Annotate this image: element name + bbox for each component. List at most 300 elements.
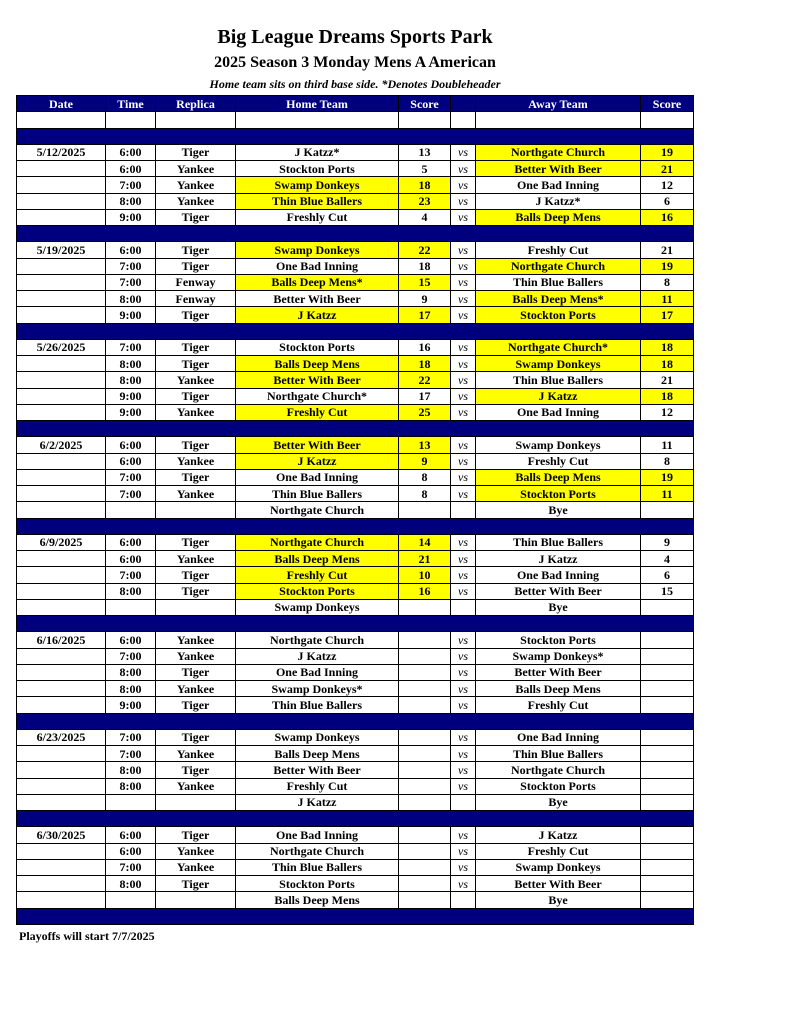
column-header-replica: Replica — [156, 96, 236, 112]
home-score-cell: 18 — [399, 356, 451, 372]
vs-cell: vs — [451, 827, 476, 843]
date-cell: 6/30/2025 — [17, 827, 106, 843]
column-header-home-score: Score — [399, 96, 451, 112]
away-score-cell: 17 — [641, 307, 694, 323]
home-score-cell — [399, 681, 451, 697]
time-cell: 6:00 — [106, 632, 156, 648]
separator-bar — [17, 713, 694, 729]
vs-cell: vs — [451, 697, 476, 713]
home-score-cell — [399, 762, 451, 778]
date-cell — [17, 583, 106, 599]
date-cell — [17, 453, 106, 469]
away-team-cell: J Katzz* — [476, 193, 641, 209]
table-row — [17, 681, 694, 697]
away-score-cell — [641, 632, 694, 648]
table-row — [17, 729, 694, 745]
date-cell — [17, 567, 106, 583]
table-row — [17, 746, 694, 762]
away-score-cell — [641, 778, 694, 794]
replica-cell — [156, 892, 236, 908]
home-score-cell — [399, 648, 451, 664]
home-team-cell: Better With Beer — [236, 291, 399, 307]
table-row — [17, 291, 694, 307]
home-team-cell: Freshly Cut — [236, 778, 399, 794]
away-score-cell: 21 — [641, 242, 694, 258]
table-row — [17, 551, 694, 567]
away-score-cell — [641, 746, 694, 762]
away-team-cell: Freshly Cut — [476, 242, 641, 258]
replica-cell: Yankee — [156, 161, 236, 177]
separator-bar — [17, 616, 694, 632]
time-cell: 8:00 — [106, 664, 156, 680]
column-header-away-team: Away Team — [476, 96, 641, 112]
table-row — [17, 144, 694, 160]
home-team-cell: Swamp Donkeys — [236, 177, 399, 193]
vs-cell — [451, 794, 476, 810]
home-score-cell: 18 — [399, 258, 451, 274]
date-cell — [17, 892, 106, 908]
vs-cell: vs — [451, 437, 476, 453]
away-team-cell: Northgate Church — [476, 762, 641, 778]
vs-cell: vs — [451, 144, 476, 160]
time-cell: 7:00 — [106, 859, 156, 875]
replica-cell: Tiger — [156, 356, 236, 372]
vs-cell: vs — [451, 161, 476, 177]
table-row — [17, 843, 694, 859]
away-score-cell: 12 — [641, 404, 694, 420]
home-team-cell: Swamp Donkeys — [236, 729, 399, 745]
time-cell: 6:00 — [106, 843, 156, 859]
home-score-cell: 5 — [399, 161, 451, 177]
away-score-cell — [641, 843, 694, 859]
home-team-cell: Thin Blue Ballers — [236, 859, 399, 875]
schedule-table — [16, 95, 694, 925]
time-cell: 9:00 — [106, 388, 156, 404]
time-cell: 6:00 — [106, 551, 156, 567]
replica-cell: Tiger — [156, 664, 236, 680]
time-cell: 8:00 — [106, 762, 156, 778]
time-cell: 9:00 — [106, 404, 156, 420]
empty-cell — [399, 112, 451, 128]
home-team-cell: One Bad Inning — [236, 664, 399, 680]
date-cell — [17, 469, 106, 485]
vs-cell: vs — [451, 291, 476, 307]
home-team-cell: Stockton Ports — [236, 339, 399, 355]
time-cell: 8:00 — [106, 193, 156, 209]
vs-cell: vs — [451, 746, 476, 762]
time-cell — [106, 794, 156, 810]
away-score-cell — [641, 697, 694, 713]
home-score-cell — [399, 859, 451, 875]
away-team-cell: Bye — [476, 794, 641, 810]
home-score-cell: 17 — [399, 307, 451, 323]
home-score-cell: 14 — [399, 534, 451, 550]
home-team-cell: Thin Blue Ballers — [236, 486, 399, 502]
home-team-cell: Freshly Cut — [236, 567, 399, 583]
home-team-cell: Stockton Ports — [236, 876, 399, 892]
away-team-cell: J Katzz — [476, 827, 641, 843]
home-team-cell: Northgate Church — [236, 502, 399, 518]
home-score-cell: 16 — [399, 339, 451, 355]
time-cell: 7:00 — [106, 274, 156, 290]
date-cell — [17, 551, 106, 567]
replica-cell: Yankee — [156, 453, 236, 469]
table-row — [17, 437, 694, 453]
home-team-cell: Northgate Church — [236, 843, 399, 859]
away-score-cell — [641, 681, 694, 697]
empty-cell — [106, 112, 156, 128]
empty-cell — [451, 112, 476, 128]
home-score-cell — [399, 502, 451, 518]
week-separator — [17, 713, 694, 729]
home-team-cell: One Bad Inning — [236, 469, 399, 485]
table-row — [17, 534, 694, 550]
table-row — [17, 876, 694, 892]
away-score-cell: 9 — [641, 534, 694, 550]
replica-cell: Tiger — [156, 339, 236, 355]
home-score-cell — [399, 697, 451, 713]
replica-cell: Tiger — [156, 242, 236, 258]
away-team-cell: Swamp Donkeys — [476, 356, 641, 372]
date-cell — [17, 372, 106, 388]
date-cell — [17, 388, 106, 404]
vs-cell — [451, 502, 476, 518]
table-row — [17, 209, 694, 225]
home-score-cell: 15 — [399, 274, 451, 290]
replica-cell — [156, 599, 236, 615]
home-team-cell: Better With Beer — [236, 437, 399, 453]
vs-cell: vs — [451, 388, 476, 404]
home-score-cell — [399, 729, 451, 745]
away-team-cell: Balls Deep Mens — [476, 469, 641, 485]
replica-cell: Tiger — [156, 388, 236, 404]
separator-bar — [17, 128, 694, 144]
replica-cell — [156, 502, 236, 518]
vs-cell: vs — [451, 729, 476, 745]
empty-cell — [641, 112, 694, 128]
table-row — [17, 599, 694, 615]
empty-cell — [17, 112, 106, 128]
vs-cell: vs — [451, 778, 476, 794]
table-row — [17, 339, 694, 355]
away-team-cell: One Bad Inning — [476, 404, 641, 420]
column-header-away-score: Score — [641, 96, 694, 112]
away-team-cell: Better With Beer — [476, 664, 641, 680]
time-cell: 7:00 — [106, 339, 156, 355]
table-row — [17, 892, 694, 908]
home-score-cell — [399, 632, 451, 648]
time-cell: 6:00 — [106, 437, 156, 453]
column-header-home-team: Home Team — [236, 96, 399, 112]
time-cell: 9:00 — [106, 307, 156, 323]
empty-cell — [476, 112, 641, 128]
home-score-cell: 8 — [399, 486, 451, 502]
time-cell: 8:00 — [106, 372, 156, 388]
away-team-cell: Northgate Church — [476, 258, 641, 274]
home-team-cell: Stockton Ports — [236, 161, 399, 177]
home-team-cell: Better With Beer — [236, 762, 399, 778]
replica-cell: Tiger — [156, 209, 236, 225]
home-team-cell: Thin Blue Ballers — [236, 193, 399, 209]
page-subtitle: 2025 Season 3 Monday Mens A American — [214, 54, 496, 71]
vs-cell: vs — [451, 859, 476, 875]
column-header-time: Time — [106, 96, 156, 112]
home-team-cell: Northgate Church — [236, 534, 399, 550]
home-score-cell — [399, 892, 451, 908]
date-cell — [17, 762, 106, 778]
date-cell — [17, 258, 106, 274]
date-cell — [17, 876, 106, 892]
away-team-cell: Freshly Cut — [476, 843, 641, 859]
home-score-cell: 9 — [399, 453, 451, 469]
date-cell: 6/16/2025 — [17, 632, 106, 648]
date-cell: 5/19/2025 — [17, 242, 106, 258]
vs-cell: vs — [451, 843, 476, 859]
home-team-cell: Stockton Ports — [236, 583, 399, 599]
table-row — [17, 177, 694, 193]
away-score-cell — [641, 876, 694, 892]
away-score-cell: 19 — [641, 258, 694, 274]
home-score-cell: 10 — [399, 567, 451, 583]
schedule-body — [17, 112, 694, 925]
time-cell: 6:00 — [106, 144, 156, 160]
away-score-cell: 16 — [641, 209, 694, 225]
table-header-row — [17, 96, 694, 112]
away-score-cell: 18 — [641, 388, 694, 404]
away-team-cell: J Katzz — [476, 551, 641, 567]
home-team-cell: J Katzz — [236, 453, 399, 469]
home-team-cell: J Katzz* — [236, 144, 399, 160]
away-team-cell: Swamp Donkeys — [476, 437, 641, 453]
away-score-cell — [641, 892, 694, 908]
away-score-cell: 6 — [641, 193, 694, 209]
away-score-cell — [641, 827, 694, 843]
date-cell — [17, 404, 106, 420]
home-score-cell: 23 — [399, 193, 451, 209]
table-row — [17, 193, 694, 209]
away-score-cell — [641, 729, 694, 745]
away-team-cell: Bye — [476, 502, 641, 518]
vs-cell: vs — [451, 177, 476, 193]
away-team-cell: Stockton Ports — [476, 307, 641, 323]
replica-cell: Yankee — [156, 843, 236, 859]
home-team-cell: One Bad Inning — [236, 827, 399, 843]
away-team-cell: Thin Blue Ballers — [476, 372, 641, 388]
time-cell: 7:00 — [106, 469, 156, 485]
away-team-cell: One Bad Inning — [476, 177, 641, 193]
date-cell — [17, 502, 106, 518]
away-score-cell: 4 — [641, 551, 694, 567]
replica-cell: Yankee — [156, 193, 236, 209]
away-score-cell: 11 — [641, 486, 694, 502]
vs-cell: vs — [451, 274, 476, 290]
home-team-cell: Swamp Donkeys — [236, 599, 399, 615]
replica-cell: Tiger — [156, 144, 236, 160]
away-team-cell: Balls Deep Mens — [476, 681, 641, 697]
date-cell — [17, 859, 106, 875]
table-row — [17, 469, 694, 485]
home-team-cell: Balls Deep Mens — [236, 746, 399, 762]
replica-cell: Yankee — [156, 681, 236, 697]
table-row — [17, 664, 694, 680]
replica-cell: Yankee — [156, 746, 236, 762]
away-score-cell: 18 — [641, 356, 694, 372]
date-cell — [17, 778, 106, 794]
home-score-cell: 18 — [399, 177, 451, 193]
vs-cell: vs — [451, 664, 476, 680]
home-team-cell: One Bad Inning — [236, 258, 399, 274]
replica-cell: Tiger — [156, 729, 236, 745]
away-score-cell — [641, 599, 694, 615]
replica-cell: Yankee — [156, 404, 236, 420]
away-team-cell: Thin Blue Ballers — [476, 274, 641, 290]
vs-cell — [451, 599, 476, 615]
table-row — [17, 632, 694, 648]
home-score-cell: 9 — [399, 291, 451, 307]
home-score-cell — [399, 876, 451, 892]
week-separator — [17, 616, 694, 632]
time-cell: 7:00 — [106, 567, 156, 583]
time-cell: 7:00 — [106, 486, 156, 502]
away-score-cell — [641, 859, 694, 875]
away-team-cell: Better With Beer — [476, 583, 641, 599]
home-score-cell: 22 — [399, 242, 451, 258]
home-score-cell: 8 — [399, 469, 451, 485]
vs-cell: vs — [451, 469, 476, 485]
replica-cell: Yankee — [156, 859, 236, 875]
home-score-cell — [399, 664, 451, 680]
date-cell: 5/12/2025 — [17, 144, 106, 160]
home-score-cell — [399, 778, 451, 794]
vs-cell: vs — [451, 339, 476, 355]
table-row — [17, 372, 694, 388]
home-score-cell: 17 — [399, 388, 451, 404]
home-team-cell: Balls Deep Mens — [236, 551, 399, 567]
replica-cell: Fenway — [156, 291, 236, 307]
time-cell — [106, 599, 156, 615]
date-cell — [17, 307, 106, 323]
home-team-cell: Balls Deep Mens — [236, 356, 399, 372]
date-cell — [17, 746, 106, 762]
home-team-cell: Freshly Cut — [236, 209, 399, 225]
home-team-cell: Balls Deep Mens* — [236, 274, 399, 290]
away-team-cell: Stockton Ports — [476, 632, 641, 648]
date-cell: 5/26/2025 — [17, 339, 106, 355]
time-cell: 7:00 — [106, 648, 156, 664]
table-row — [17, 161, 694, 177]
time-cell: 6:00 — [106, 827, 156, 843]
date-cell — [17, 681, 106, 697]
away-score-cell: 12 — [641, 177, 694, 193]
time-cell: 8:00 — [106, 681, 156, 697]
away-score-cell: 11 — [641, 437, 694, 453]
replica-cell: Tiger — [156, 762, 236, 778]
time-cell: 8:00 — [106, 291, 156, 307]
away-team-cell: Freshly Cut — [476, 453, 641, 469]
table-row — [17, 307, 694, 323]
vs-cell: vs — [451, 551, 476, 567]
date-cell — [17, 177, 106, 193]
away-team-cell: Stockton Ports — [476, 486, 641, 502]
page-title: Big League Dreams Sports Park — [217, 26, 493, 48]
replica-cell: Yankee — [156, 778, 236, 794]
away-team-cell: Swamp Donkeys — [476, 859, 641, 875]
date-cell: 6/9/2025 — [17, 534, 106, 550]
table-row — [17, 794, 694, 810]
home-team-cell: Freshly Cut — [236, 404, 399, 420]
away-team-cell: J Katzz — [476, 388, 641, 404]
vs-cell: vs — [451, 648, 476, 664]
date-cell — [17, 193, 106, 209]
separator-bar — [17, 518, 694, 534]
home-team-cell: Northgate Church* — [236, 388, 399, 404]
vs-cell: vs — [451, 681, 476, 697]
away-team-cell: Better With Beer — [476, 161, 641, 177]
away-score-cell: 8 — [641, 453, 694, 469]
time-cell: 6:00 — [106, 161, 156, 177]
away-score-cell — [641, 794, 694, 810]
table-row — [17, 242, 694, 258]
time-cell: 6:00 — [106, 534, 156, 550]
home-team-cell: Swamp Donkeys — [236, 242, 399, 258]
replica-cell: Yankee — [156, 372, 236, 388]
vs-cell: vs — [451, 356, 476, 372]
home-score-cell: 25 — [399, 404, 451, 420]
vs-cell: vs — [451, 453, 476, 469]
table-row — [17, 778, 694, 794]
home-team-cell: Swamp Donkeys* — [236, 681, 399, 697]
vs-cell: vs — [451, 372, 476, 388]
date-cell — [17, 664, 106, 680]
date-cell — [17, 161, 106, 177]
time-cell: 9:00 — [106, 697, 156, 713]
home-score-cell — [399, 599, 451, 615]
time-cell: 9:00 — [106, 209, 156, 225]
away-score-cell: 6 — [641, 567, 694, 583]
replica-cell: Tiger — [156, 307, 236, 323]
table-row — [17, 762, 694, 778]
home-team-cell: Thin Blue Ballers — [236, 697, 399, 713]
away-score-cell: 21 — [641, 372, 694, 388]
replica-cell: Tiger — [156, 567, 236, 583]
away-score-cell: 11 — [641, 291, 694, 307]
replica-cell: Tiger — [156, 437, 236, 453]
away-score-cell: 21 — [641, 161, 694, 177]
table-row — [17, 502, 694, 518]
separator-bar — [17, 908, 694, 924]
week-separator — [17, 323, 694, 339]
week-separator — [17, 226, 694, 242]
away-team-cell: Thin Blue Ballers — [476, 534, 641, 550]
home-team-cell: Balls Deep Mens — [236, 892, 399, 908]
replica-cell: Tiger — [156, 697, 236, 713]
replica-cell: Tiger — [156, 827, 236, 843]
table-row — [17, 404, 694, 420]
table-row — [17, 258, 694, 274]
column-header-date: Date — [17, 96, 106, 112]
replica-cell: Tiger — [156, 258, 236, 274]
replica-cell: Yankee — [156, 648, 236, 664]
date-cell: 6/2/2025 — [17, 437, 106, 453]
away-team-cell: Balls Deep Mens* — [476, 291, 641, 307]
vs-cell: vs — [451, 632, 476, 648]
table-row — [17, 388, 694, 404]
blank-row — [17, 112, 694, 128]
empty-cell — [156, 112, 236, 128]
replica-cell: Yankee — [156, 177, 236, 193]
away-score-cell — [641, 762, 694, 778]
vs-cell: vs — [451, 876, 476, 892]
